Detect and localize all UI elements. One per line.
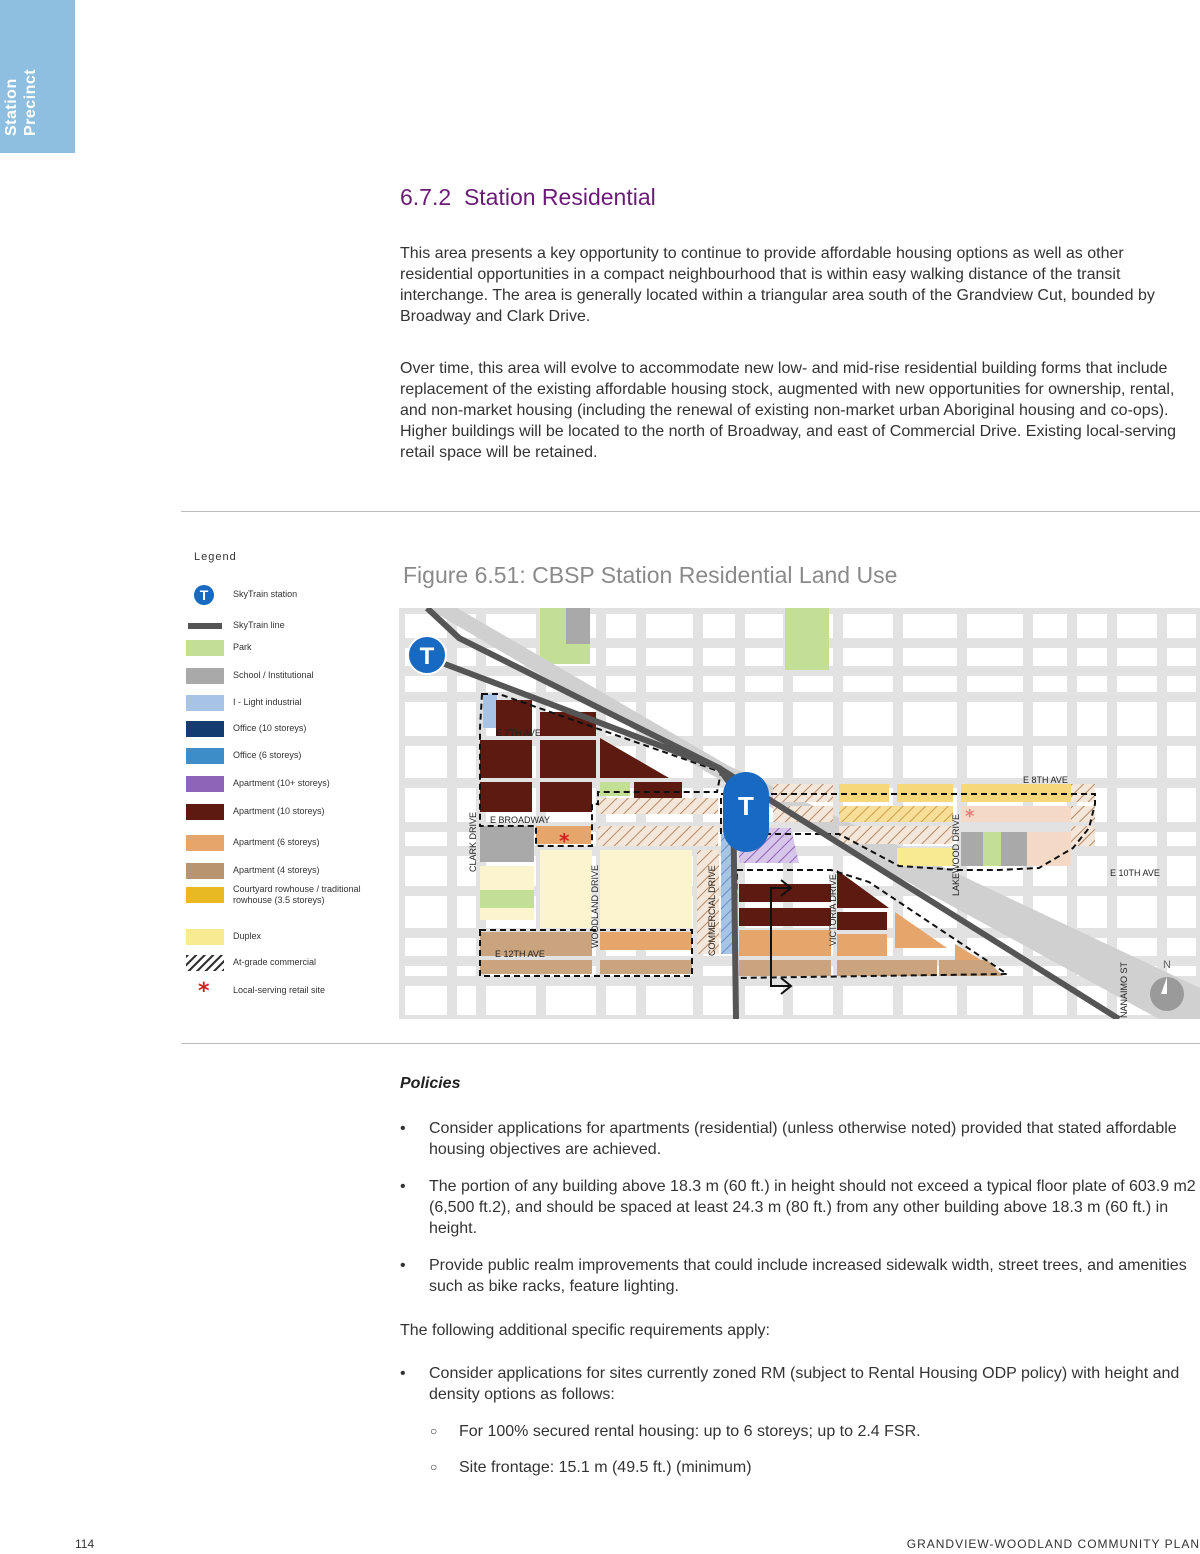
legend-item — [186, 668, 386, 686]
city-block — [1033, 986, 1067, 1015]
at-grade-commercial-block — [839, 806, 953, 822]
legend-item — [186, 955, 386, 973]
city-block — [646, 986, 693, 1015]
apartment-6-block — [600, 932, 692, 950]
street-label: LAKEWOOD DRIVE — [951, 813, 961, 896]
street-label: E 10TH AVE — [1110, 868, 1160, 878]
legend-item — [186, 721, 386, 739]
city-block — [793, 676, 833, 692]
at-grade-commercial-block — [839, 826, 953, 844]
divider-bottom — [181, 1043, 1200, 1044]
intro-paragraph-2: Over time, this area will evolve to accommodate new low- and mid-rise residential building forms that include replacement of the existing affordable housing stock, augmented with new opportunities for ownership, rental, and non-market housing (including the renewal of existing non-market urban Aboriginal housing and co-ops). Higher buildings will be located to the north of Broadway, and east of Commercial Drive. Existing local-serving retail space will be retained. — [400, 360, 1177, 461]
precinct-tab-label: Station Precinct — [3, 68, 39, 136]
land-use-map — [399, 608, 1200, 1019]
legend-item — [186, 804, 386, 822]
city-block — [1077, 702, 1107, 736]
policy-text: Provide public realm improvements that could include increased sidewalk width, street trees, and amenities such as bike racks, feature lighting. — [429, 1257, 1187, 1295]
bullet-dot: • — [400, 1120, 406, 1137]
color-swatch — [186, 721, 224, 737]
duplex-block — [600, 850, 692, 928]
city-block — [1117, 676, 1157, 692]
city-block — [967, 614, 1023, 638]
city-block — [405, 702, 447, 736]
at-grade-commercial-block — [1071, 826, 1095, 846]
sub-bullet-circle: ○ — [430, 1424, 438, 1438]
divider-top — [181, 511, 1200, 512]
legend-label: Apartment (4 storeys) — [233, 865, 320, 875]
color-swatch — [186, 748, 224, 764]
city-block — [745, 702, 783, 736]
bullet-dot: • — [400, 1365, 406, 1382]
city-block — [1033, 614, 1067, 638]
color-swatch — [186, 668, 224, 684]
city-block — [903, 648, 957, 666]
city-block — [1117, 788, 1157, 822]
city-block — [1117, 614, 1157, 638]
city-block — [903, 702, 957, 736]
city-block — [486, 986, 536, 1015]
city-block — [967, 746, 1023, 778]
street-label: E BROADWAY — [490, 815, 551, 825]
city-block — [457, 746, 476, 778]
legend-label: School / Institutional — [233, 670, 314, 680]
city-block — [1167, 938, 1196, 956]
apartment-10-block — [739, 908, 831, 926]
section-title — [400, 184, 656, 211]
city-block — [1117, 746, 1157, 778]
apartment-4-block — [600, 960, 692, 974]
city-block — [1033, 702, 1067, 736]
at-grade-commercial-block — [598, 826, 718, 846]
city-block — [457, 938, 476, 956]
apartment-10-block — [480, 740, 532, 778]
color-swatch — [186, 929, 224, 945]
city-block — [405, 896, 447, 928]
city-block — [1167, 832, 1196, 846]
city-block — [703, 676, 735, 692]
skytrain-station-icon: T — [194, 585, 214, 605]
color-swatch — [186, 863, 224, 879]
city-block — [703, 614, 735, 638]
plan-title: GRANDVIEW-WOODLAND COMMUNITY PLAN — [906, 1537, 1200, 1551]
duplex-block — [540, 850, 592, 928]
city-block — [745, 986, 783, 1015]
svg-text:T: T — [738, 791, 754, 821]
legend-item — [186, 884, 386, 905]
city-block — [1117, 832, 1157, 846]
duplex-block — [897, 848, 953, 866]
legend-item — [186, 929, 386, 947]
section-number: 6.7.2 — [400, 184, 452, 210]
additional-text: Consider applications for sites currently zoned RM (subject to Rental Housing ODP policy) with height and density options as follows: — [429, 1365, 1180, 1403]
color-swatch — [186, 640, 224, 656]
legend-item — [186, 587, 386, 605]
color-swatch — [186, 887, 224, 903]
apartment-4-block — [480, 960, 592, 974]
city-block — [793, 702, 833, 736]
apartment-10-block — [540, 782, 592, 812]
sub-bullet-text: Site frontage: 15.1 m (49.5 ft.) (minimum) — [459, 1459, 752, 1476]
retail-site-star: * — [965, 806, 975, 827]
legend-item — [186, 640, 386, 658]
city-block — [843, 648, 893, 666]
legend-label: Courtyard rowhouse / traditional rowhouse (3.5 storeys) — [233, 884, 361, 905]
city-block — [457, 702, 476, 736]
city-block — [903, 746, 957, 778]
city-block — [1167, 788, 1196, 822]
street-label: E 12TH AVE — [495, 949, 545, 959]
city-block — [1117, 648, 1157, 666]
color-swatch — [186, 835, 224, 851]
apartment-10-block — [480, 782, 532, 812]
legend-label: SkyTrain line — [233, 620, 285, 630]
city-block — [843, 746, 893, 778]
street-label: CLARK DRIVE — [468, 811, 478, 872]
street-label: COMMERCIAL DRIVE — [707, 865, 717, 956]
additional-intro: The following additional specific requirements apply: — [400, 1322, 770, 1339]
city-block — [405, 788, 447, 822]
svg-text:N: N — [1163, 959, 1171, 971]
apartment-10-block — [540, 740, 596, 778]
city-block — [1077, 648, 1107, 666]
city-block — [606, 614, 636, 638]
city-block — [793, 746, 833, 778]
color-swatch — [186, 695, 224, 711]
park-block — [785, 608, 829, 670]
street-label: E 8TH AVE — [1023, 775, 1068, 785]
city-block — [1033, 746, 1067, 778]
city-block — [703, 986, 735, 1015]
city-block — [1167, 676, 1196, 692]
legend-item — [186, 835, 386, 853]
school-block — [480, 826, 534, 862]
city-block — [745, 648, 783, 666]
at-grade-commercial-block — [598, 798, 718, 814]
apartment-4-block — [739, 960, 831, 976]
park-block — [600, 782, 630, 796]
color-swatch — [186, 776, 224, 792]
city-block — [703, 966, 735, 976]
bullet-dot: • — [400, 1178, 406, 1195]
city-block — [646, 676, 693, 692]
city-block — [1117, 896, 1157, 928]
city-block — [1117, 702, 1157, 736]
retail-star-icon: * — [198, 979, 210, 1004]
legend-label: Office (6 storeys) — [233, 750, 302, 760]
city-block — [1167, 856, 1196, 886]
city-block — [1077, 746, 1107, 778]
city-block — [606, 986, 636, 1015]
city-block — [843, 676, 893, 692]
figure-title: Figure 6.51: CBSP Station Residential Land Use — [403, 562, 898, 588]
city-block — [745, 614, 783, 638]
street-label: E 7TH AVE — [496, 728, 541, 738]
city-block — [1167, 648, 1196, 666]
city-block — [703, 702, 735, 736]
city-block — [405, 938, 447, 956]
city-block — [903, 676, 957, 692]
city-block — [405, 986, 447, 1015]
svg-text:T: T — [419, 643, 435, 670]
legend-label: SkyTrain station — [233, 589, 298, 599]
duplex-block — [1027, 832, 1071, 866]
park-block — [983, 832, 1001, 866]
city-block — [457, 986, 476, 1015]
city-block — [843, 702, 893, 736]
city-block — [457, 966, 476, 976]
city-block — [1167, 746, 1196, 778]
legend-item — [186, 695, 386, 713]
city-block — [646, 614, 693, 638]
city-block — [1167, 896, 1196, 928]
apartment-10-block — [837, 912, 887, 930]
skytrain-line-icon — [188, 623, 222, 629]
legend-label: Local-serving retail site — [233, 985, 326, 995]
city-block — [843, 986, 893, 1015]
city-block — [793, 986, 833, 1015]
city-block — [457, 648, 476, 666]
policies-heading: Policies — [400, 1075, 461, 1092]
apartment-4-block — [837, 960, 937, 976]
industrial-block — [483, 694, 497, 728]
legend-item — [186, 748, 386, 766]
city-block — [405, 832, 447, 846]
sub-bullet-text: For 100% secured rental housing: up to 6 storeys; up to 2.4 FSR. — [459, 1423, 921, 1440]
city-block — [967, 648, 1023, 666]
legend-label: I - Light industrial — [233, 697, 302, 707]
hatch-swatch-icon — [186, 955, 224, 971]
city-block — [1033, 648, 1067, 666]
city-block — [405, 746, 447, 778]
city-block — [1167, 614, 1196, 638]
city-block — [967, 986, 1023, 1015]
legend-item — [186, 863, 386, 881]
skytrain-station-commercial-broadway — [723, 772, 769, 852]
legend-label: Office (10 storeys) — [233, 723, 307, 733]
city-block — [405, 676, 447, 692]
precinct-tab — [0, 0, 75, 153]
color-swatch — [186, 804, 224, 820]
policy-text: The portion of any building above 18.3 m (60 ft.) in height should not exceed a typical floor plate of 603.9 m2 (6,500 ft.2), and should be spaced at least 24.3 m (80 ft.) from any other building above 18.3 m (60 ft.) in height. — [429, 1178, 1196, 1237]
city-block — [1077, 896, 1107, 928]
legend-label: Duplex — [233, 931, 262, 941]
city-block — [606, 676, 636, 692]
city-block — [1167, 702, 1196, 736]
legend-label: Apartment (10+ storeys) — [233, 778, 330, 788]
city-block — [703, 648, 735, 666]
city-block — [967, 702, 1023, 736]
city-block — [967, 676, 1023, 692]
school-block — [566, 608, 590, 644]
city-block — [606, 648, 636, 666]
city-block — [405, 966, 447, 976]
street-label: WOODLAND DRIVE — [590, 864, 600, 948]
city-block — [1077, 676, 1107, 692]
city-block — [546, 986, 596, 1015]
city-block — [745, 676, 783, 692]
bullet-dot: • — [400, 1257, 406, 1274]
city-block — [1033, 676, 1067, 692]
city-block — [457, 896, 476, 928]
duplex-block — [961, 806, 1071, 822]
policy-text: Consider applications for apartments (residential) (unless otherwise noted) provided that stated affordable housing objectives are achieved. — [429, 1120, 1177, 1158]
legend-label: Park — [233, 642, 252, 652]
skytrain-station-vcc-clark — [408, 636, 446, 674]
city-block — [1077, 614, 1107, 638]
page-number: 114 — [75, 1537, 95, 1551]
legend-item — [186, 776, 386, 794]
legend-item — [186, 979, 386, 1004]
legend-label: Apartment (6 storeys) — [233, 837, 320, 847]
apartment-6-block — [739, 930, 831, 956]
street-label: VICTORIA DRIVE — [828, 874, 838, 946]
section-title-text: Station Residential — [463, 184, 656, 210]
apartment-6-block — [837, 934, 887, 956]
sub-bullet-circle: ○ — [430, 1460, 438, 1474]
city-block — [457, 676, 476, 692]
city-block — [1077, 856, 1107, 886]
park-block — [480, 890, 534, 908]
city-block — [903, 986, 957, 1015]
city-block — [405, 856, 447, 886]
legend-item — [186, 618, 386, 636]
city-block — [843, 614, 893, 638]
city-block — [903, 614, 957, 638]
legend-title: Legend — [194, 551, 237, 563]
city-block — [646, 648, 693, 666]
intro-paragraph-1: This area presents a key opportunity to continue to provide affordable housing options as well as other residential opportunities in a compact neighbourhood that is within easy walking distance of the transit interchange. The area is generally located within a triangular area south of the Grandview Cut, bounded by Broadway and Clark Drive. — [400, 245, 1155, 325]
street-label: NANAIMO ST — [1119, 961, 1129, 1018]
retail-site-star: * — [559, 829, 570, 853]
legend-label: At-grade commercial — [233, 957, 317, 967]
legend-label: Apartment (10 storeys) — [233, 806, 325, 816]
